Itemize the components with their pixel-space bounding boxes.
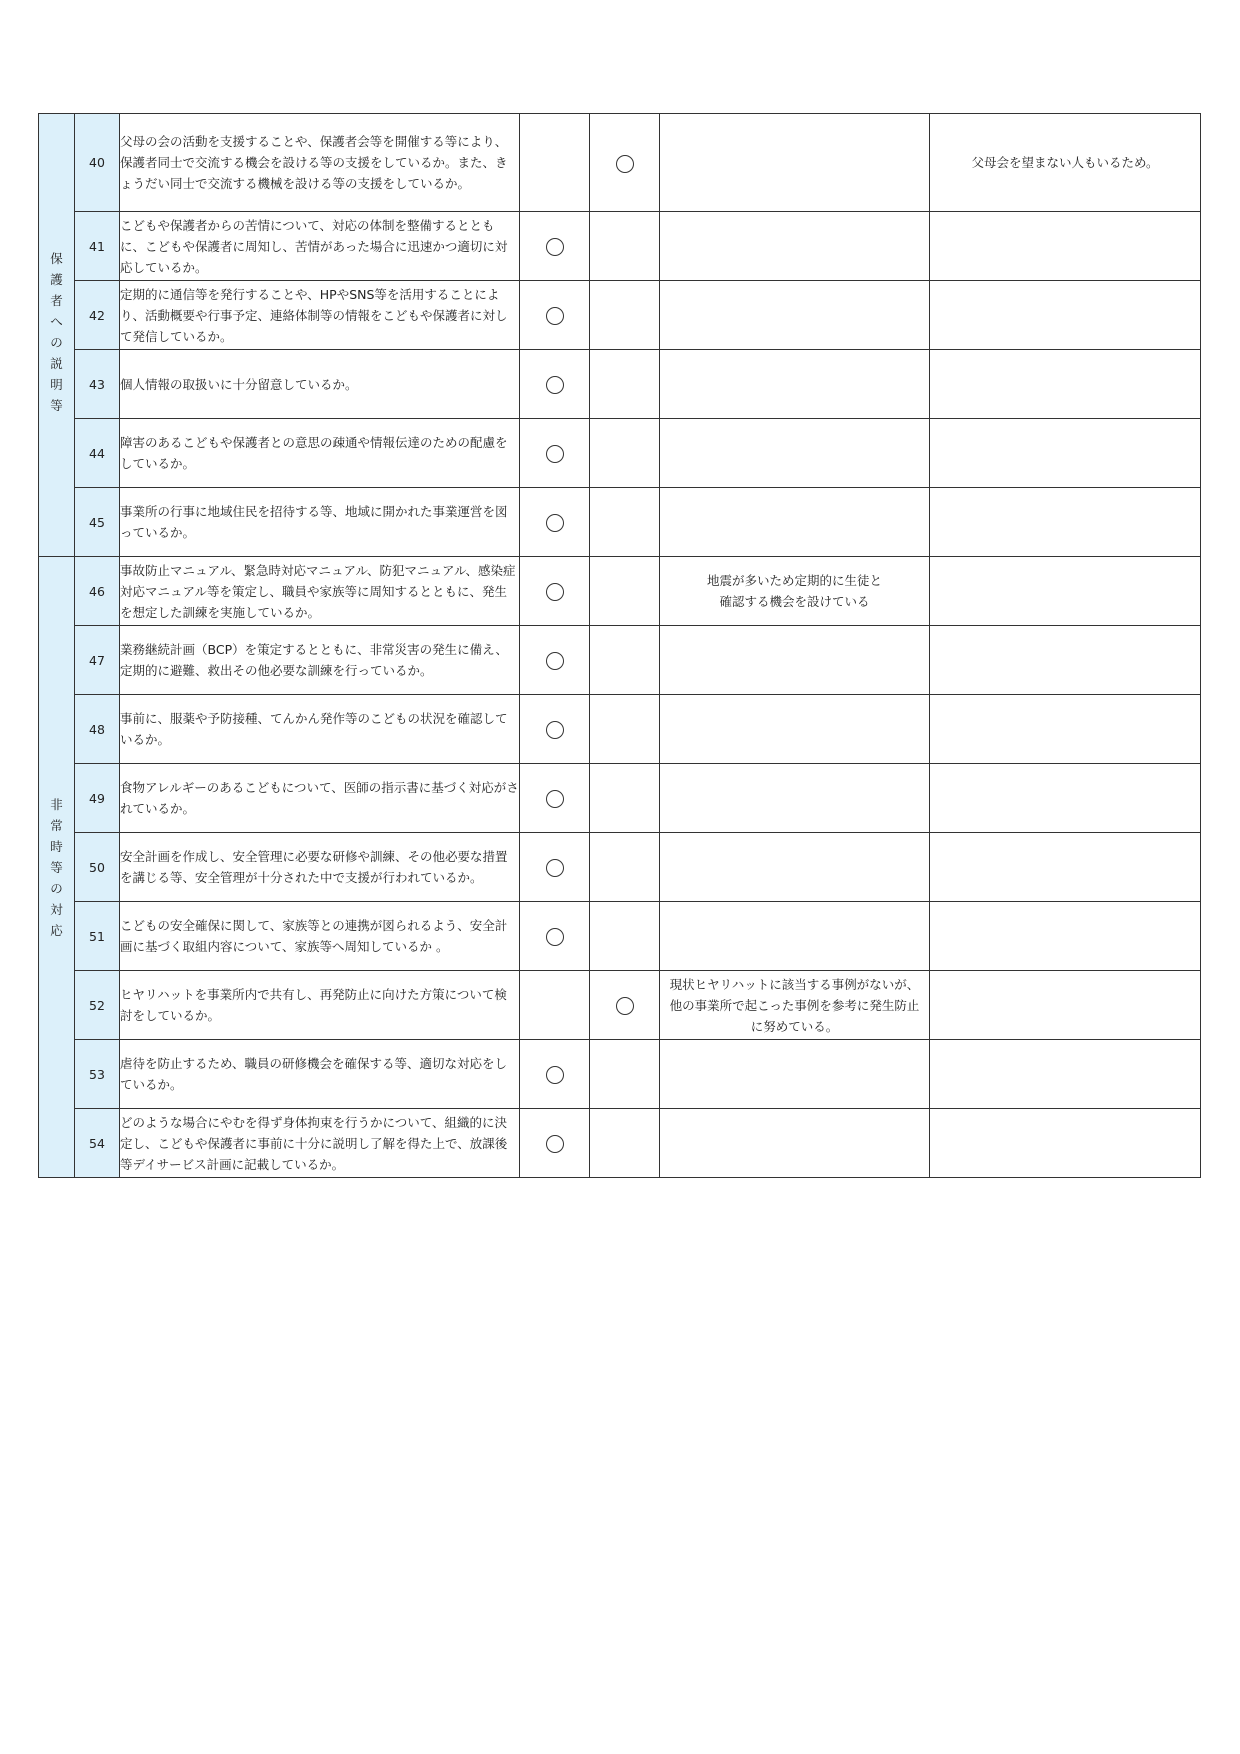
improvement-note-cell (930, 1109, 1201, 1178)
item-number-cell: 45 (75, 488, 120, 557)
status-note: 地震が多いため定期的に生徒と 確認する機会を設けている (706, 573, 882, 609)
item-number-cell: 40 (75, 114, 120, 212)
circle-mark-icon (546, 514, 564, 532)
status-note-cell (660, 350, 930, 419)
section-label-char: 説 (50, 356, 63, 371)
yes-mark-cell (520, 212, 590, 281)
section-label-char: の (50, 335, 63, 350)
improvement-note-cell (930, 212, 1201, 281)
yes-mark-cell (520, 626, 590, 695)
table-row (39, 281, 1201, 350)
status-note-cell (660, 764, 930, 833)
circle-mark-icon (546, 238, 564, 256)
improvement-note-cell (930, 626, 1201, 695)
improvement-note-cell (930, 902, 1201, 971)
yes-mark-cell (520, 281, 590, 350)
improvement-note-cell (930, 114, 1201, 212)
circle-mark-icon (546, 1135, 564, 1153)
circle-mark-icon (546, 445, 564, 463)
improvement-note-cell (930, 557, 1201, 626)
section-label-emergency (39, 557, 75, 1178)
no-mark-cell (590, 350, 660, 419)
section-label-char: 保 (50, 251, 63, 266)
status-note-cell (660, 695, 930, 764)
question-text-cell: 食物アレルギーのあるこどもについて、医師の指示書に基づく対応がされているか。 (120, 764, 520, 833)
improvement-note-cell (930, 350, 1201, 419)
item-number-cell: 50 (75, 833, 120, 902)
item-number-cell: 43 (75, 350, 120, 419)
section-label-char: 明 (50, 377, 63, 392)
improvement-note-cell (930, 695, 1201, 764)
circle-mark-icon (546, 583, 564, 601)
yes-mark-cell (520, 833, 590, 902)
circle-mark-icon (546, 376, 564, 394)
circle-mark-icon (546, 652, 564, 670)
table-row (39, 114, 1201, 212)
table-row (39, 764, 1201, 833)
table-row (39, 1109, 1201, 1178)
item-number-cell: 53 (75, 1040, 120, 1109)
question-text-cell: 安全計画を作成し、安全管理に必要な研修や訓練、その他必要な措置を講じる等、安全管理が十分された中で支援が行われているか。 (120, 833, 520, 902)
yes-mark-cell (520, 114, 590, 212)
status-note-cell (660, 557, 930, 626)
status-note-cell (660, 971, 930, 1040)
yes-mark-cell (520, 350, 590, 419)
circle-mark-icon (546, 721, 564, 739)
status-note-cell (660, 833, 930, 902)
status-note-cell (660, 419, 930, 488)
item-number-cell: 48 (75, 695, 120, 764)
improvement-note: 父母会を望まない人もいるため。 (971, 155, 1159, 170)
no-mark-cell (590, 695, 660, 764)
section-label-char: 者 (50, 293, 63, 308)
yes-mark-cell (520, 902, 590, 971)
evaluation-table (38, 113, 1201, 1178)
improvement-note-cell (930, 764, 1201, 833)
no-mark-cell (590, 488, 660, 557)
yes-mark-cell (520, 557, 590, 626)
table-row (39, 212, 1201, 281)
table-row (39, 557, 1201, 626)
status-note-cell (660, 281, 930, 350)
no-mark-cell (590, 1109, 660, 1178)
improvement-note-cell (930, 833, 1201, 902)
no-mark-cell (590, 833, 660, 902)
circle-mark-icon (546, 928, 564, 946)
table-row (39, 695, 1201, 764)
question-text-cell: 事業所の行事に地域住民を招待する等、地域に開かれた事業運営を図っているか。 (120, 488, 520, 557)
yes-mark-cell (520, 695, 590, 764)
item-number-cell: 47 (75, 626, 120, 695)
table-row (39, 626, 1201, 695)
yes-mark-cell (520, 488, 590, 557)
item-number-cell: 44 (75, 419, 120, 488)
question-text-cell: ヒヤリハットを事業所内で共有し、再発防止に向けた方策について検討をしているか。 (120, 971, 520, 1040)
no-mark-cell (590, 764, 660, 833)
item-number-cell: 51 (75, 902, 120, 971)
table-row (39, 350, 1201, 419)
circle-mark-icon (616, 997, 634, 1015)
no-mark-cell (590, 557, 660, 626)
table-row (39, 833, 1201, 902)
yes-mark-cell (520, 419, 590, 488)
table-row (39, 971, 1201, 1040)
status-note-cell (660, 114, 930, 212)
status-note-cell (660, 1040, 930, 1109)
status-note: 現状ヒヤリハットに該当する事例がないが、 他の事業所で起こった事例を参考に発生防止 に努めている。 (669, 976, 920, 1034)
improvement-note-cell (930, 971, 1201, 1040)
question-text-cell: こどもの安全確保に関して、家族等との連携が図られるよう、安全計画に基づく取組内容について、家族等へ周知しているか 。 (120, 902, 520, 971)
improvement-note-cell (930, 1040, 1201, 1109)
yes-mark-cell (520, 764, 590, 833)
no-mark-cell (590, 971, 660, 1040)
no-mark-cell (590, 626, 660, 695)
yes-mark-cell (520, 1040, 590, 1109)
section-label-char: 常 (50, 817, 63, 833)
item-number-cell: 41 (75, 212, 120, 281)
no-mark-cell (590, 114, 660, 212)
circle-mark-icon (546, 307, 564, 325)
circle-mark-icon (546, 859, 564, 877)
section-label-char: 対 (50, 901, 63, 917)
section-label-char: 時 (50, 838, 63, 854)
circle-mark-icon (546, 790, 564, 808)
status-note-cell (660, 1109, 930, 1178)
item-number-cell: 42 (75, 281, 120, 350)
circle-mark-icon (616, 155, 634, 173)
question-text-cell: こどもや保護者からの苦情について、対応の体制を整備するとともに、こどもや保護者に周知し、苦情があった場合に迅速かつ適切に対応しているか。 (120, 212, 520, 281)
question-text-cell: 定期的に通信等を発行することや、HPやSNS等を活用することにより、活動概要や行事予定、連絡体制等の情報をこどもや保護者に対して発信しているか。 (120, 281, 520, 350)
yes-mark-cell (520, 971, 590, 1040)
table-body (39, 114, 1201, 1178)
improvement-note-cell (930, 488, 1201, 557)
no-mark-cell (590, 281, 660, 350)
section-label-char: 護 (50, 272, 63, 287)
item-number-cell: 54 (75, 1109, 120, 1178)
item-number-cell: 46 (75, 557, 120, 626)
table-row (39, 419, 1201, 488)
circle-mark-icon (546, 1066, 564, 1084)
status-note-cell (660, 626, 930, 695)
question-text-cell: 業務継続計画（BCP）を策定するとともに、非常災害の発生に備え、定期的に避難、救出その他必要な訓練を行っているか。 (120, 626, 520, 695)
table-row (39, 1040, 1201, 1109)
section-label-char: 等 (50, 859, 63, 875)
table-row (39, 902, 1201, 971)
status-note-cell (660, 902, 930, 971)
improvement-note-cell (930, 419, 1201, 488)
yes-mark-cell (520, 1109, 590, 1178)
section-label-char: 非 (50, 796, 63, 812)
no-mark-cell (590, 1040, 660, 1109)
status-note-cell (660, 212, 930, 281)
question-text-cell: 虐待を防止するため、職員の研修機会を確保する等、適切な対応をしているか。 (120, 1040, 520, 1109)
section-label-parents (39, 114, 75, 557)
question-text-cell: 事故防止マニュアル、緊急時対応マニュアル、防犯マニュアル、感染症対応マニュアル等を策定し、職員や家族等に周知するとともに、発生を想定した訓練を実施しているか。 (120, 557, 520, 626)
no-mark-cell (590, 419, 660, 488)
no-mark-cell (590, 902, 660, 971)
no-mark-cell (590, 212, 660, 281)
question-text-cell: 個人情報の取扱いに十分留意しているか。 (120, 350, 520, 419)
question-text-cell: 父母の会の活動を支援することや、保護者会等を開催する等により、保護者同士で交流する機会を設ける等の支援をしているか。また、きょうだい同士で交流する機械を設ける等の支援をしているか。 (120, 114, 520, 212)
item-number-cell: 49 (75, 764, 120, 833)
question-text-cell: 事前に、服薬や予防接種、てんかん発作等のこどもの状況を確認しているか。 (120, 695, 520, 764)
question-text-cell: どのような場合にやむを得ず身体拘束を行うかについて、組織的に決定し、こどもや保護者に事前に十分に説明し了解を得た上で、放課後等デイサービス計画に記載しているか。 (120, 1109, 520, 1178)
question-text-cell: 障害のあるこどもや保護者との意思の疎通や情報伝達のための配慮をしているか。 (120, 419, 520, 488)
section-label-char: へ (50, 314, 63, 329)
item-number-cell: 52 (75, 971, 120, 1040)
improvement-note-cell (930, 281, 1201, 350)
status-note-cell (660, 488, 930, 557)
table-row (39, 488, 1201, 557)
section-label-char: 等 (50, 398, 63, 413)
section-label-char: の (50, 880, 63, 896)
section-label-char: 応 (50, 922, 63, 938)
